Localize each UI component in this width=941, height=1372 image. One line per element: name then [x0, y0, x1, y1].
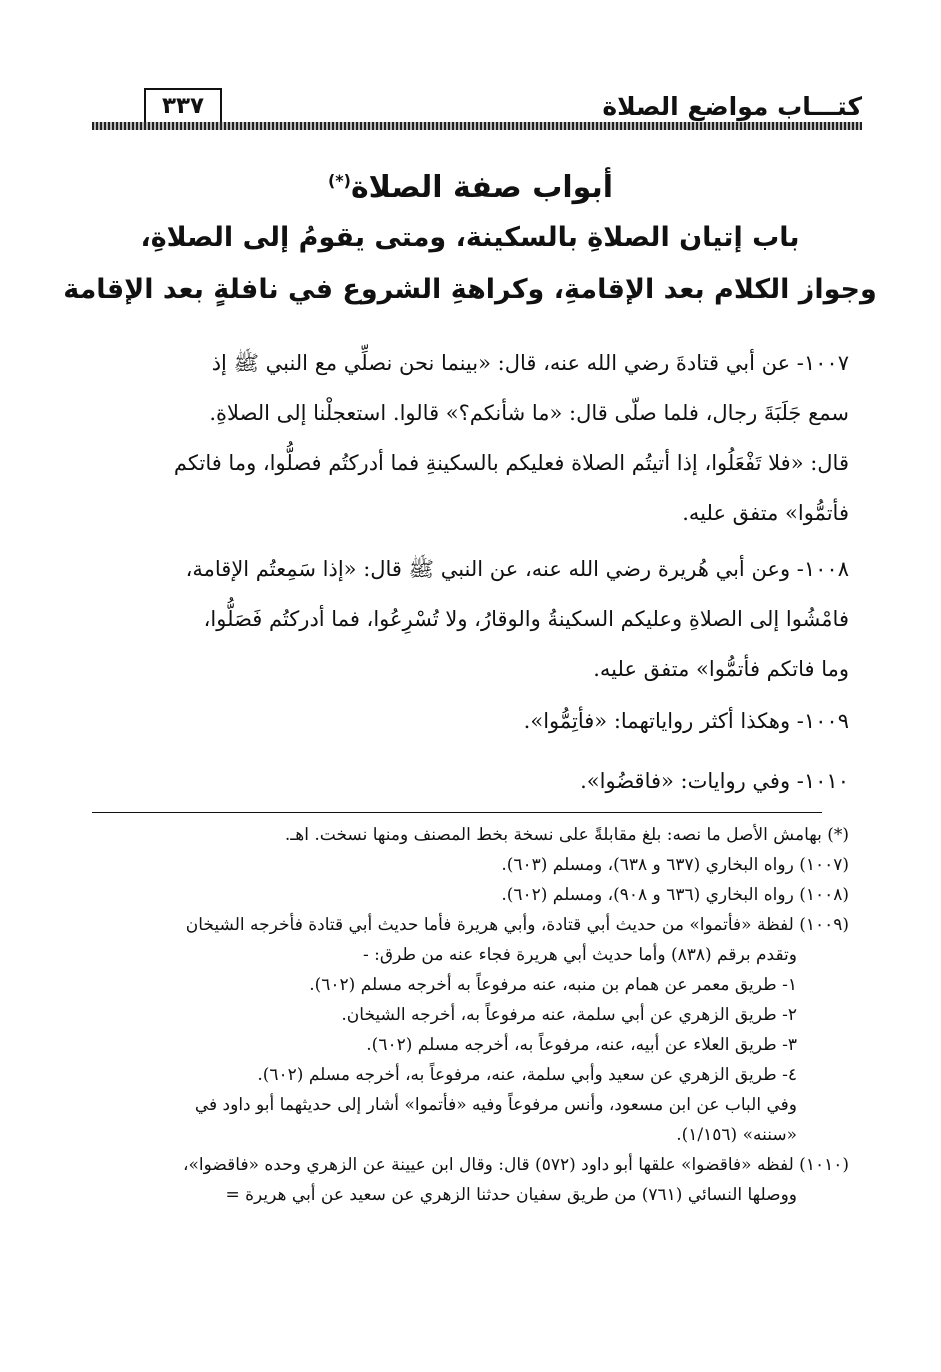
hadith-1007 — [79, 338, 849, 538]
text-line: فامْشُوا إلى الصلاةِ وعليكم السكينةُ والوقارُ، ولا تُسْرِعُوا، فما أدركتُم فَصَلُّوا، — [203, 607, 849, 631]
running-header — [92, 88, 862, 134]
footnote-line: (١٠٠٨) رواه البخاري (٦٣٦ و ٩٠٨)، ومسلم (٦٠٢). — [501, 885, 849, 905]
footnote-line: ٢- طريق الزهري عن أبي سلمة، عنه مرفوعاً به، أخرجه الشيخان. — [341, 1005, 797, 1025]
footnote-line: وتقدم برقم (٨٣٨) وأما حديث أبي هريرة فجاء عنه من طرق: - — [363, 945, 797, 965]
footnote-line: ٣- طريق العلاء عن أبيه، عنه، مرفوعاً به، أخرجه مسلم (٦٠٢). — [366, 1035, 797, 1055]
chapter-title-text: أبواب صفة الصلاة — [350, 170, 614, 205]
chapter-footnote-marker: (*) — [327, 171, 351, 190]
footnote-line: ووصلها النسائي (٧٦١) من طريق سفيان حدثنا الزهري عن سعيد عن أبي هريرة = — [225, 1185, 797, 1205]
header-rule — [92, 122, 862, 130]
footnote-line: (١٠١٠) لفظه «فاقضوا» علقها أبو داود (٥٧٢) قال: وقال ابن عيينة عن الزهري وحده «فاقضوا»، — [183, 1155, 849, 1175]
footnote-line: (١٠٠٩) لفظة «فأتموا» من حديث أبي قتادة، وأبي هريرة فأما حديث أبي قتادة فأخرجه الشيخان — [185, 915, 849, 935]
text-line: ١٠١٠- وفي روايات: «فاقضُوا». — [580, 769, 849, 793]
text-line: ١٠٠٩- وهكذا أكثر رواياتهما: «فأتِمُّوا». — [523, 709, 849, 733]
book-title: كتـــاب مواضع الصلاة — [602, 92, 862, 121]
footnote-line: (١٠٠٧) رواه البخاري (٦٣٧ و ٦٣٨)، ومسلم (٦٠٣). — [501, 855, 849, 875]
footnotes — [79, 820, 849, 1210]
footnote-line: ١- طريق معمر عن همام بن منبه، عنه مرفوعاً به أخرجه مسلم (٦٠٢). — [309, 975, 797, 995]
hadith-1010 — [79, 756, 849, 806]
footnote-line: «سننه» (١/١٥٦). — [676, 1125, 797, 1145]
hadith-1008 — [79, 544, 849, 694]
text-line: فأتمُّوا» متفق عليه. — [682, 501, 849, 525]
footnote-line: وفي الباب عن ابن مسعود، وأنس مرفوعاً وفيه «فأتموا» أشار إلى حديثهما أبو داود في — [194, 1095, 797, 1115]
footnote-line: ٤- طريق الزهري عن سعيد وأبي سلمة، عنه، مرفوعاً به، أخرجه مسلم (٦٠٢). — [257, 1065, 797, 1085]
text-line: ١٠٠٧- عن أبي قتادةَ رضي الله عنه، قال: «بينما نحن نصلِّي مع النبي ﷺ إذ — [211, 351, 849, 375]
hadith-1009 — [79, 696, 849, 746]
footnote-line: (*) بهامش الأصل ما نصه: بلغ مقابلةً على نسخة بخط المصنف ومنها نسخت. اهـ. — [284, 825, 849, 845]
footnote-separator — [92, 812, 822, 813]
chapter-title — [0, 170, 941, 205]
page-number: ٣٣٧ — [144, 88, 222, 122]
text-line: وما فاتكم فأتمُّوا» متفق عليه. — [593, 657, 849, 681]
text-line: ١٠٠٨- وعن أبي هُريرة رضي الله عنه، عن النبي ﷺ قال: «إذا سَمِعتُم الإقامة، — [185, 557, 849, 581]
text-line: قال: «فلا تَفْعَلُوا، إذا أتيتُم الصلاة فعليكم بالسكينةِ فما أدركتُم فصلُّوا، وما فاتكم — [173, 451, 849, 475]
subheading-line: باب إتيان الصلاةِ بالسكينة، ومتى يقومُ إلى الصلاةِ، — [140, 222, 800, 253]
subheading-line: وجواز الكلام بعد الإقامةِ، وكراهةِ الشروع في نافلةٍ بعد الإقامة — [63, 274, 877, 305]
text-line: سمع جَلَبَةَ رجال، فلما صلّى قال: «ما شأنكم؟» قالوا. استعجلْنا إلى الصلاةِ. — [209, 401, 849, 425]
